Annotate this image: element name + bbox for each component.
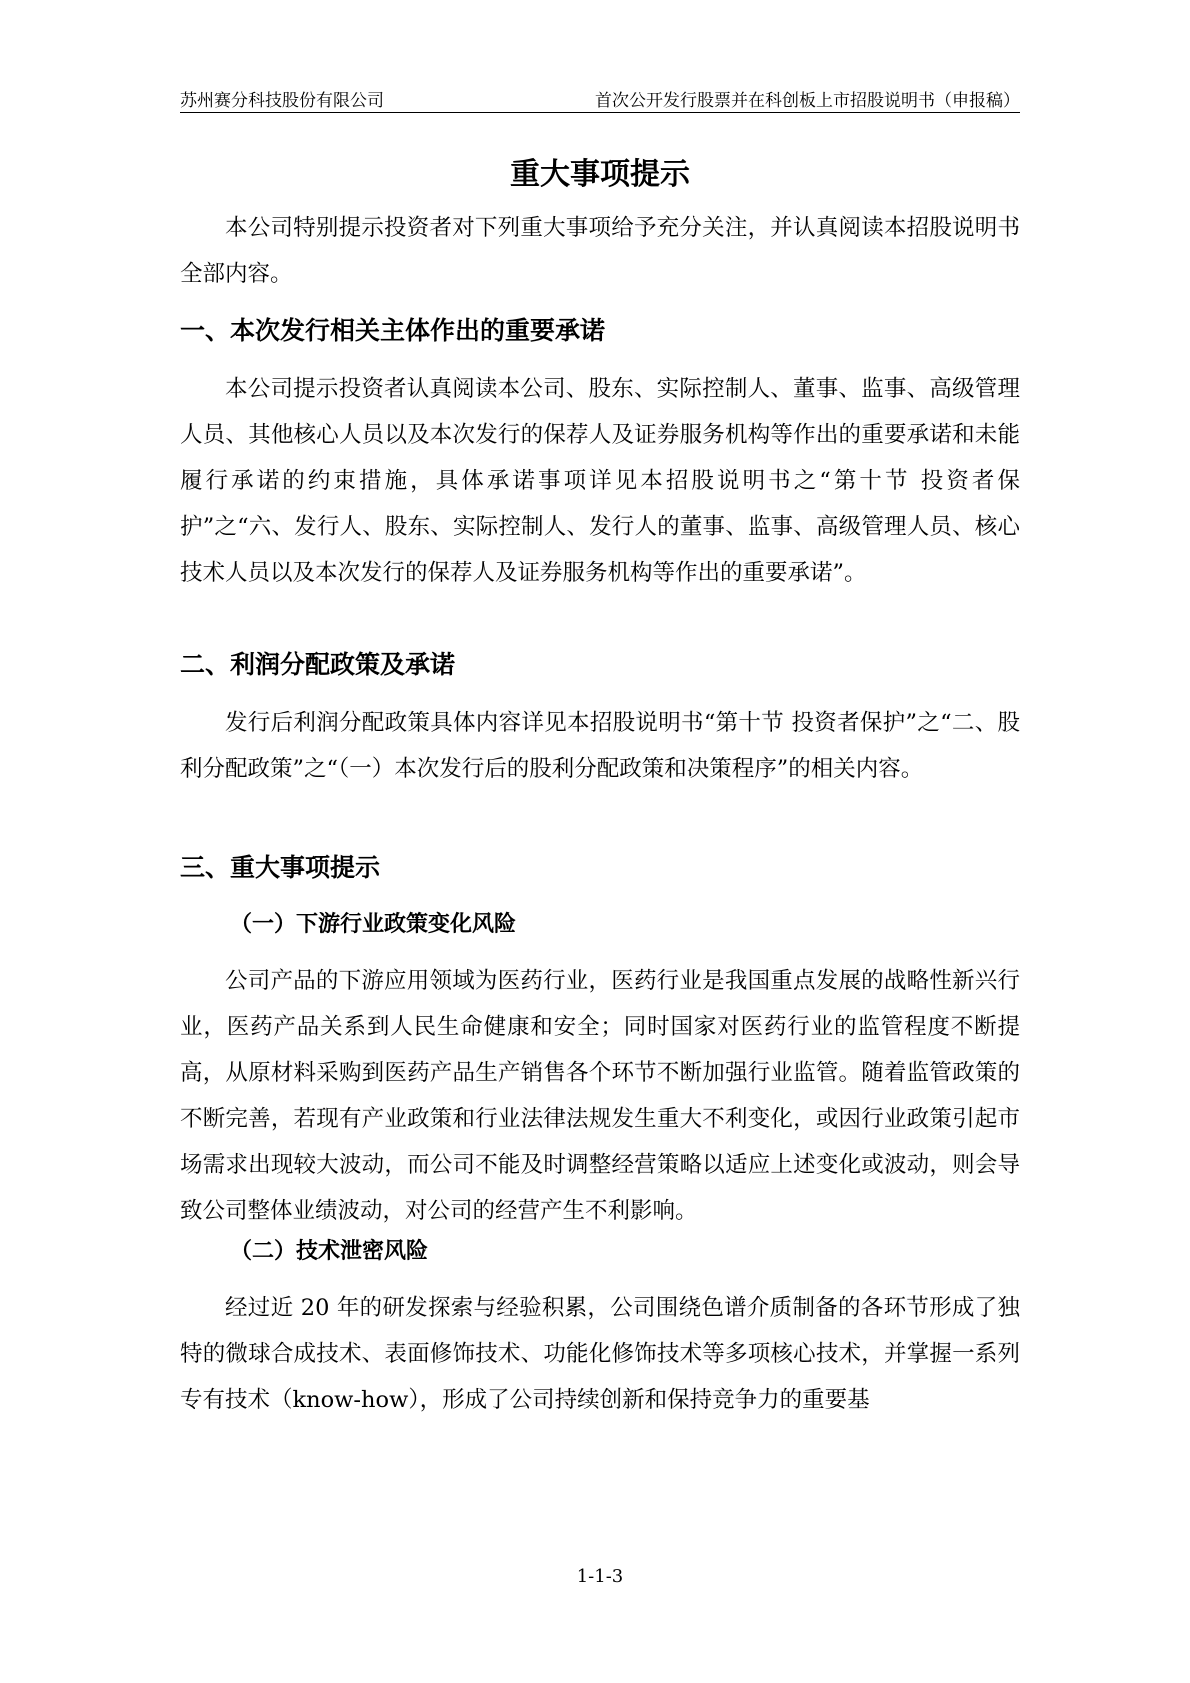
section3-sub2-paragraph: 经过近 20 年的研发探索与经验积累，公司围绕色谱介质制备的各环节形成了独特的微球合成技术、表面修饰技术、功能化修饰技术等多项核心技术，并掌握一系列专有技术（know-how），形成了公司持续创新和保持竞争力的重要基 bbox=[180, 1295, 1020, 1413]
page-number: 1-1-3 bbox=[576, 1566, 624, 1587]
section2-paragraph: 发行后利润分配政策具体内容详见本招股说明书“第十节 投资者保护”之“二、股利分配政策”之“（一）本次发行后的股利分配政策和决策程序”的相关内容。 bbox=[180, 710, 1020, 782]
section3-heading: 三、重大事项提示 bbox=[180, 853, 381, 882]
intro-paragraph: 本公司特别提示投资者对下列重大事项给予充分关注，并认真阅读本招股说明书全部内容。 bbox=[180, 215, 1020, 287]
section1-heading: 一、本次发行相关主体作出的重要承诺 bbox=[180, 316, 606, 345]
page-title: 重大事项提示 bbox=[510, 157, 690, 192]
header-document-title: 首次公开发行股票并在科创板上市招股说明书（申报稿） bbox=[595, 91, 1020, 111]
section3-sub1-paragraph: 公司产品的下游应用领域为医药行业，医药行业是我国重点发展的战略性新兴行业，医药产品关系到人民生命健康和安全；同时国家对医药行业的监管程度不断提高，从原材料采购到医药产品生产销售各个环节不断加强行业监管。随着监管政策的不断完善，若现有产业政策和行业法律法规发生重大不利变化，或因行业政策引起市场需求出现较大波动，而公司不能及时调整经营策略以适应上述变化或波动，则会导致公司整体业绩波动，对公司的经营产生不利影响。 bbox=[180, 968, 1020, 1224]
header-company: 苏州赛分科技股份有限公司 bbox=[180, 91, 384, 111]
section2-heading: 二、利润分配政策及承诺 bbox=[180, 650, 456, 679]
section3-sub2-heading: （二）技术泄密风险 bbox=[230, 1239, 429, 1264]
section1-paragraph: 本公司提示投资者认真阅读本公司、股东、实际控制人、董事、监事、高级管理人员、其他核心人员以及本次发行的保荐人及证券服务机构等作出的重要承诺和未能履行承诺的约束措施，具体承诺事项详见本招股说明书之“第十节 投资者保护”之“六、发行人、股东、实际控制人、发行人的董事、监事、高级管理人员、核心技术人员以及本次发行的保荐人及证券服务机构等作出的重要承诺”。 bbox=[180, 376, 1020, 586]
section3-sub1-heading: （一）下游行业政策变化风险 bbox=[230, 912, 517, 937]
page-header bbox=[180, 80, 1020, 113]
